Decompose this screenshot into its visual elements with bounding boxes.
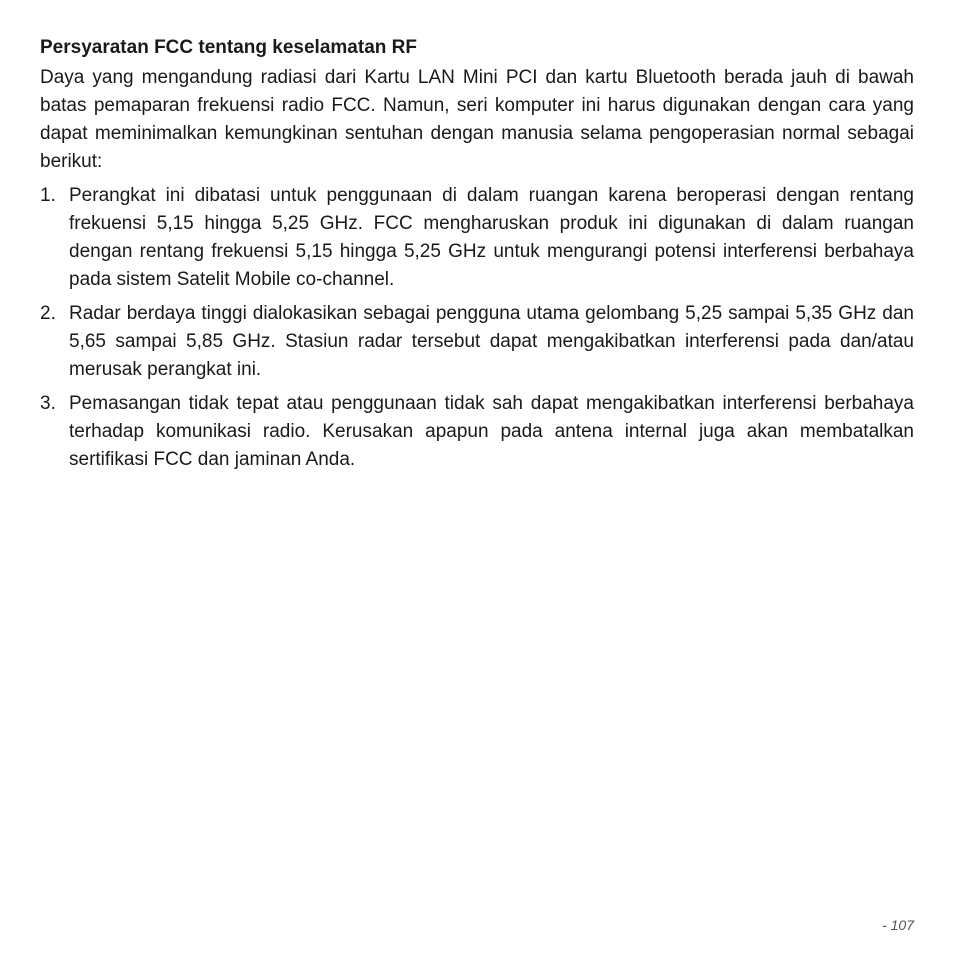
list-item-text: Radar berdaya tinggi dialokasikan sebagai pengguna utama gelombang 5,25 sampai 5,35 GHz dan 5,65 sampai 5,85 GHz. Stasiun radar tersebut dapat mengakibatkan interferensi pada dan/atau merusak perangkat ini. <box>69 303 914 380</box>
section-heading: Persyaratan FCC tentang keselamatan RF <box>40 37 417 58</box>
list-item-text: Perangkat ini dibatasi untuk penggunaan di dalam ruangan karena beroperasi dengan rentang frekuensi 5,15 hingga 5,25 GHz. FCC mengharuskan produk ini digunakan di dalam ruangan dengan rentang frekuensi 5,15 hingga 5,25 GHz untuk mengurangi potensi interferensi berbahaya pada sistem Satelit Mobile co-channel. <box>69 185 914 290</box>
list-item-number: 2. <box>40 303 56 324</box>
list-item-number: 3. <box>40 393 56 414</box>
list-item <box>40 182 914 294</box>
page-number: - 107 <box>882 917 914 933</box>
list-item <box>40 300 914 384</box>
list-item-number: 1. <box>40 185 56 206</box>
intro-paragraph: Daya yang mengandung radiasi dari Kartu LAN Mini PCI dan kartu Bluetooth berada jauh di bawah batas pemaparan frekuensi radio FCC. Namun, seri komputer ini harus digunakan dengan cara yang dapat meminimalkan kemungkinan sentuhan dengan manusia selama pengoperasian normal sebagai berikut: <box>40 67 914 172</box>
list-item <box>40 390 914 474</box>
requirements-list <box>40 182 914 474</box>
document-page <box>40 34 914 480</box>
list-item-text: Pemasangan tidak tepat atau penggunaan tidak sah dapat mengakibatkan interferensi berbahaya terhadap komunikasi radio. Kerusakan apapun pada antena internal juga akan membatalkan sertifikasi FCC dan jaminan Anda. <box>69 393 914 470</box>
